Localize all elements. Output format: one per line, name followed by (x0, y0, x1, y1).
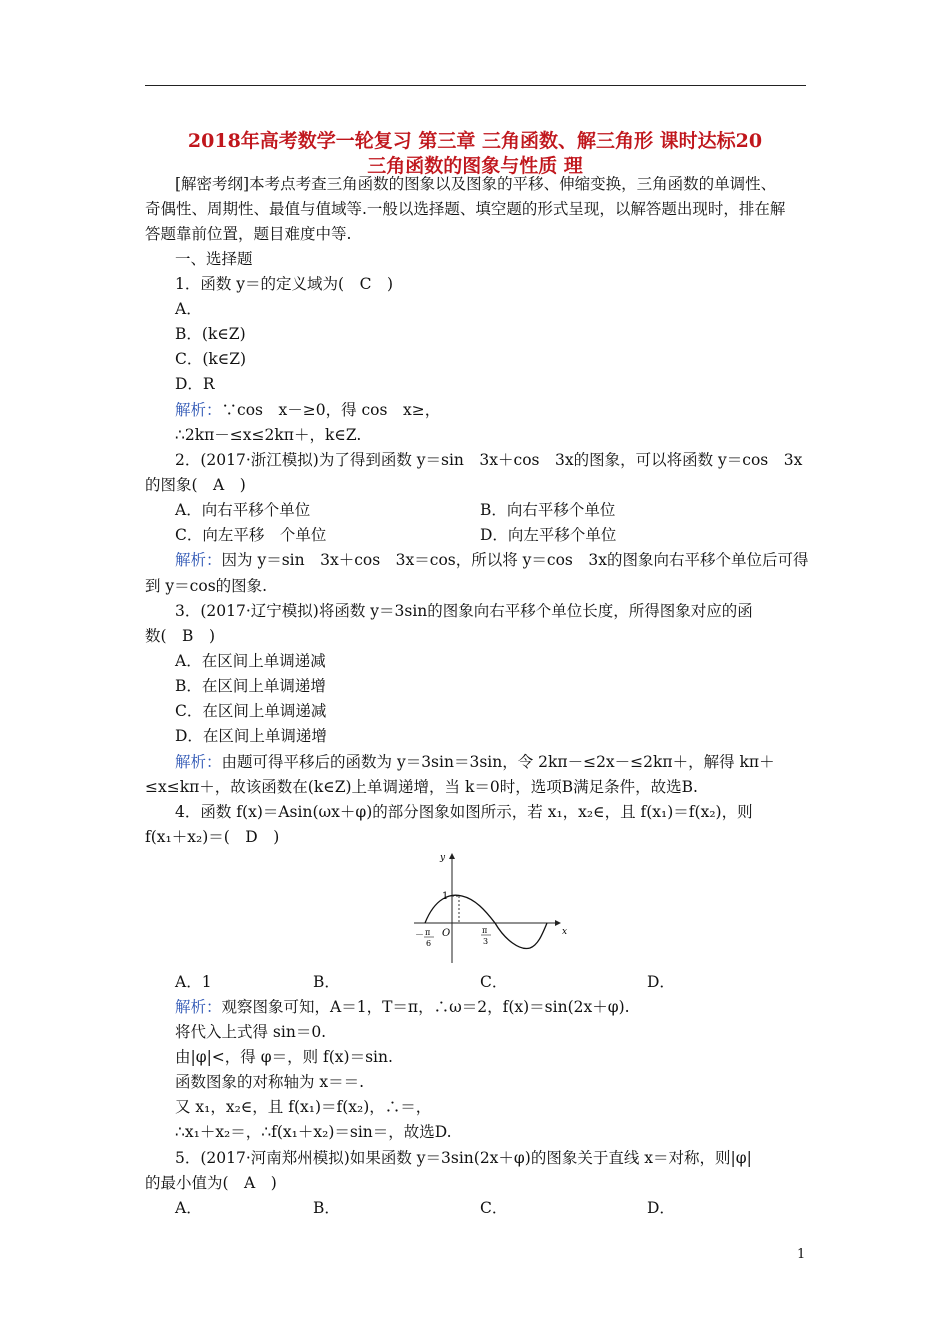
intro-line: [解密考纲]本考点考查三角函数的图象以及图象的平移、伸缩变换，三角函数的单调性、 (175, 175, 777, 193)
q5-stem: 5．(2017·河南郑州模拟)如果函数 y＝3sin(2x＋φ)的图象关于直线 x＝对称，则|φ| (175, 1149, 752, 1167)
solution-text: 因为 y＝sin 3x＋cos 3x＝cos，所以将 y＝cos 3x的图象向右平移个单位后可得 (221, 551, 809, 569)
q4-stem: 4．函数 f(x)＝Asin(ωx＋φ)的部分图象如图所示，若 x₁，x₂∈，且 f(x₁)＝f(x₂)，则 (175, 803, 753, 821)
q5-option-a: A． (175, 1199, 202, 1217)
q4-option-d: D． (647, 973, 675, 991)
q3-solution (175, 752, 775, 772)
q3-option-c: C．在区间上单调递减 (175, 702, 327, 720)
q2-option-b: B．向右平移个单位 (480, 501, 616, 519)
solution-text: ∵cos x－≥0，得 cos x≥， (221, 401, 441, 419)
q4-solution-line: 由|φ|<，得 φ＝，则 f(x)＝sin. (175, 1048, 393, 1066)
q3-stem-cont: 数( B ) (145, 627, 215, 645)
y-max-label: 1 (442, 891, 449, 902)
q3-solution-line: ≤x≤kπ＋，故该函数在(k∈Z)上单调递增，当 k＝0时，选项B满足条件，故选B. (145, 778, 698, 796)
q1-option-d: D．R (175, 375, 215, 393)
section-heading: 一、选择题 (175, 250, 253, 268)
q4-solution-line: 将代入上式得 sin＝0. (175, 1023, 327, 1041)
q3-option-a: A．在区间上单调递减 (175, 652, 326, 670)
intro-line: 奇偶性、周期性、最值与值域等.一般以选择题、填空题的形式呈现，以解答题出现时，排在解 (145, 200, 786, 218)
q1-option-c: C．(k∈Z) (175, 350, 247, 368)
solution-text: 观察图象可知，A＝1，T＝π，∴ω＝2，f(x)＝sin(2x＋φ). (221, 998, 630, 1016)
q4-solution (175, 997, 630, 1017)
q2-option-a: A．向右平移个单位 (175, 501, 311, 519)
q5-option-b: B． (313, 1199, 340, 1217)
document-title-line1: 2018年高考数学一轮复习 第三章 三角函数、解三角形 课时达标20 (187, 130, 763, 152)
left-tick-minus: － (415, 931, 425, 941)
q3-stem: 3．(2017·辽宁模拟)将函数 y＝3sin的图象向右平移个单位长度，所得图象对应的函 (175, 602, 753, 620)
y-axis-label: y (440, 853, 446, 863)
sine-graph-figure (410, 848, 580, 968)
q2-solution-line: 到 y＝cos的图象. (145, 577, 268, 595)
origin-label: O (442, 928, 451, 939)
x-axis-label: x (562, 927, 568, 937)
left-tick-denominator: 6 (426, 939, 432, 948)
q4-stem-cont: f(x₁＋x₂)＝( D ) (145, 828, 280, 846)
solution-label: 解析： (175, 401, 222, 419)
intro-line: 答题靠前位置，题目难度中等. (145, 225, 352, 243)
q5-option-d: D． (647, 1199, 675, 1217)
header-rule (145, 85, 806, 86)
q4-option-c: C． (480, 973, 508, 991)
q4-solution-line: ∴x₁＋x₂＝，∴f(x₁＋x₂)＝sin＝，故选D. (175, 1123, 452, 1141)
q2-stem: 2．(2017·浙江模拟)为了得到函数 y＝sin 3x＋cos 3x的图象，可以将函数 y＝cos 3x (175, 451, 803, 469)
right-tick-denominator: 3 (483, 937, 489, 946)
q4-option-b: B． (313, 973, 340, 991)
solution-label: 解析： (175, 753, 222, 771)
q1-option-b: B．(k∈Z) (175, 325, 246, 343)
solution-label: 解析： (175, 551, 222, 569)
q3-option-b: B．在区间上单调递增 (175, 677, 326, 695)
right-tick-numerator: π (482, 926, 488, 935)
q2-stem-cont: 的图象( A ) (145, 476, 246, 494)
q1-solution (175, 400, 440, 420)
q2-option-c: C．向左平移 个单位 (175, 526, 327, 544)
q5-stem-cont: 的最小值为( A ) (145, 1174, 277, 1192)
q5-option-c: C． (480, 1199, 508, 1217)
q3-option-d: D．在区间上单调递增 (175, 727, 327, 745)
q1-option-a: A． (175, 300, 202, 318)
page-number: 1 (797, 1247, 806, 1262)
q1-solution-line: ∴2kπ－≤x≤2kπ＋，k∈Z. (175, 426, 362, 444)
q2-option-d: D．向左平移个单位 (480, 526, 617, 544)
solution-text: 由题可得平移后的函数为 y＝3sin＝3sin，令 2kπ－≤2x－≤2kπ＋，解得 kπ＋ (221, 753, 775, 771)
q4-solution-line: 又 x₁，x₂∈，且 f(x₁)＝f(x₂)，∴＝， (175, 1098, 432, 1116)
left-tick-numerator: π (425, 928, 431, 937)
q2-solution (175, 550, 809, 570)
document-title-line2: 三角函数的图象与性质 理 (367, 155, 583, 177)
solution-label: 解析： (175, 998, 222, 1016)
q1-stem: 1．函数 y＝的定义域为( C ) (175, 275, 393, 293)
q4-option-a: A．1 (175, 973, 212, 991)
q4-solution-line: 函数图象的对称轴为 x＝＝. (175, 1073, 365, 1091)
